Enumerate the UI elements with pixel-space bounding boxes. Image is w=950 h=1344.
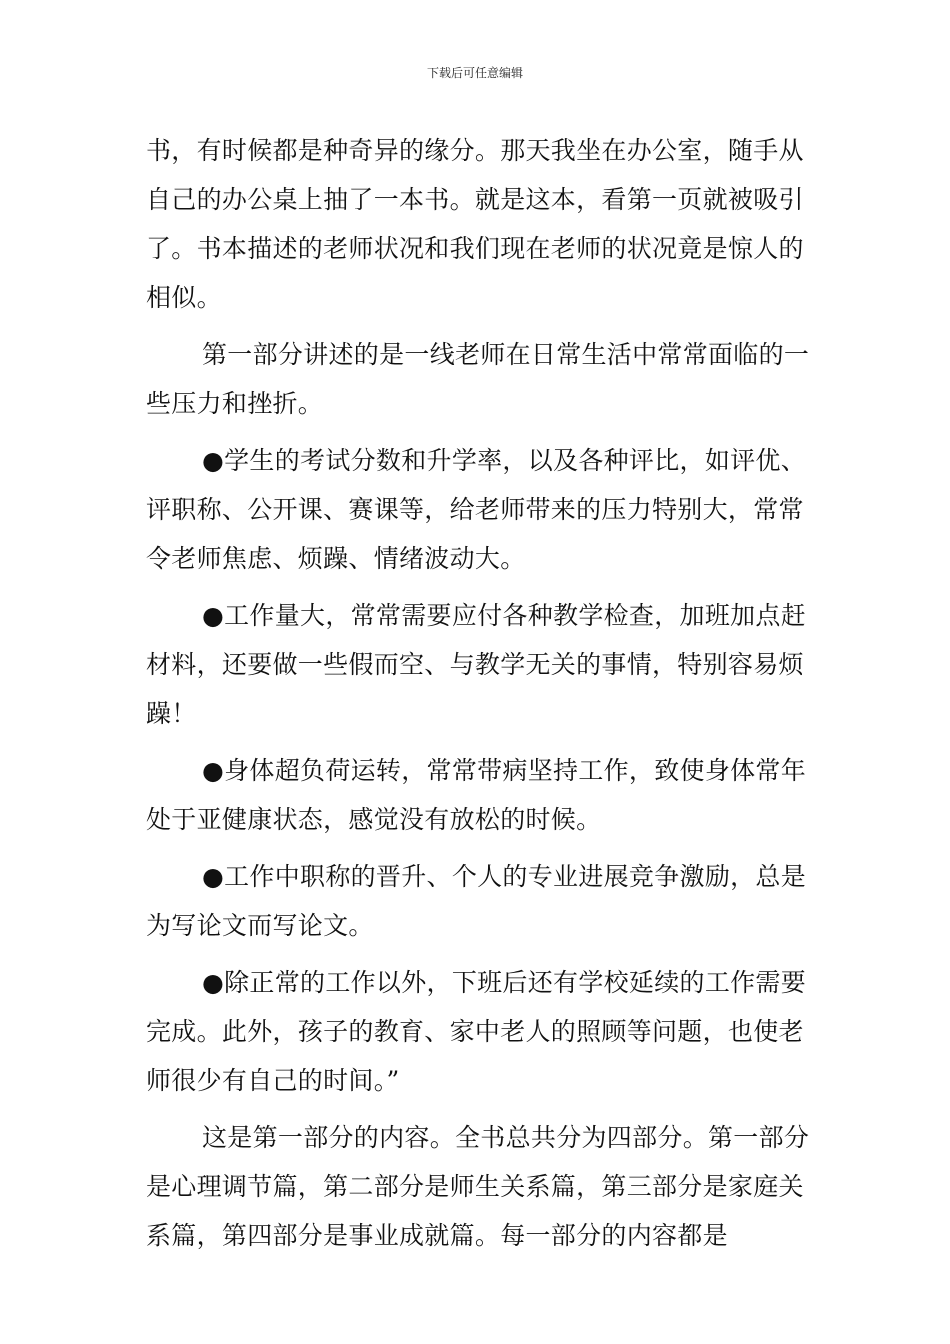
bullet-item-workload: ●工作量大，常常需要应付各种教学检查，加班加点赶材料，还要做一些假而空、与教学无关的事情，特别容易烦躁！	[146, 601, 807, 728]
paragraph-intro: 书，有时候都是种奇异的缘分。那天我坐在办公室，随手从自己的办公桌上抽了一本书。就是这本，看第一页就被吸引了。书本描述的老师状况和我们现在老师的状况竟是惊人的相似。	[146, 136, 804, 312]
bullet-item-health: ●身体超负荷运转，常常带病坚持工作，致使身体常年处于亚健康状态，感觉没有放松的时候。	[146, 756, 807, 834]
bullet-item-exam-pressure: ●学生的考试分数和升学率，以及各种评比，如评优、评职称、公开课、赛课等，给老师带来的压力特别大，常常令老师焦虑、烦躁、情绪波动大。	[146, 446, 807, 573]
paragraph-book-structure: 这是第一部分的内容。全书总共分为四部分。第一部分是心理调节篇，第二部分是师生关系篇，第三部分是家庭关系篇，第四部分是事业成就篇。每一部分的内容都是	[146, 1123, 810, 1250]
bullet-item-promotion: ●工作中职称的晋升、个人的专业进展竞争激励，总是为写论文而写论文。	[146, 862, 807, 940]
bullet-item-family-time: ●除正常的工作以外，下班后还有学校延续的工作需要完成。此外，孩子的教育、家中老人的照顾等问题，也使老师很少有自己的时间。”	[146, 968, 807, 1095]
paragraph-part-one-summary: 第一部分讲述的是一线老师在日常生活中常常面临的一些压力和挫折。	[146, 340, 810, 418]
document-body	[146, 126, 818, 1268]
page-header: 下载后可任意编辑	[426, 66, 523, 80]
